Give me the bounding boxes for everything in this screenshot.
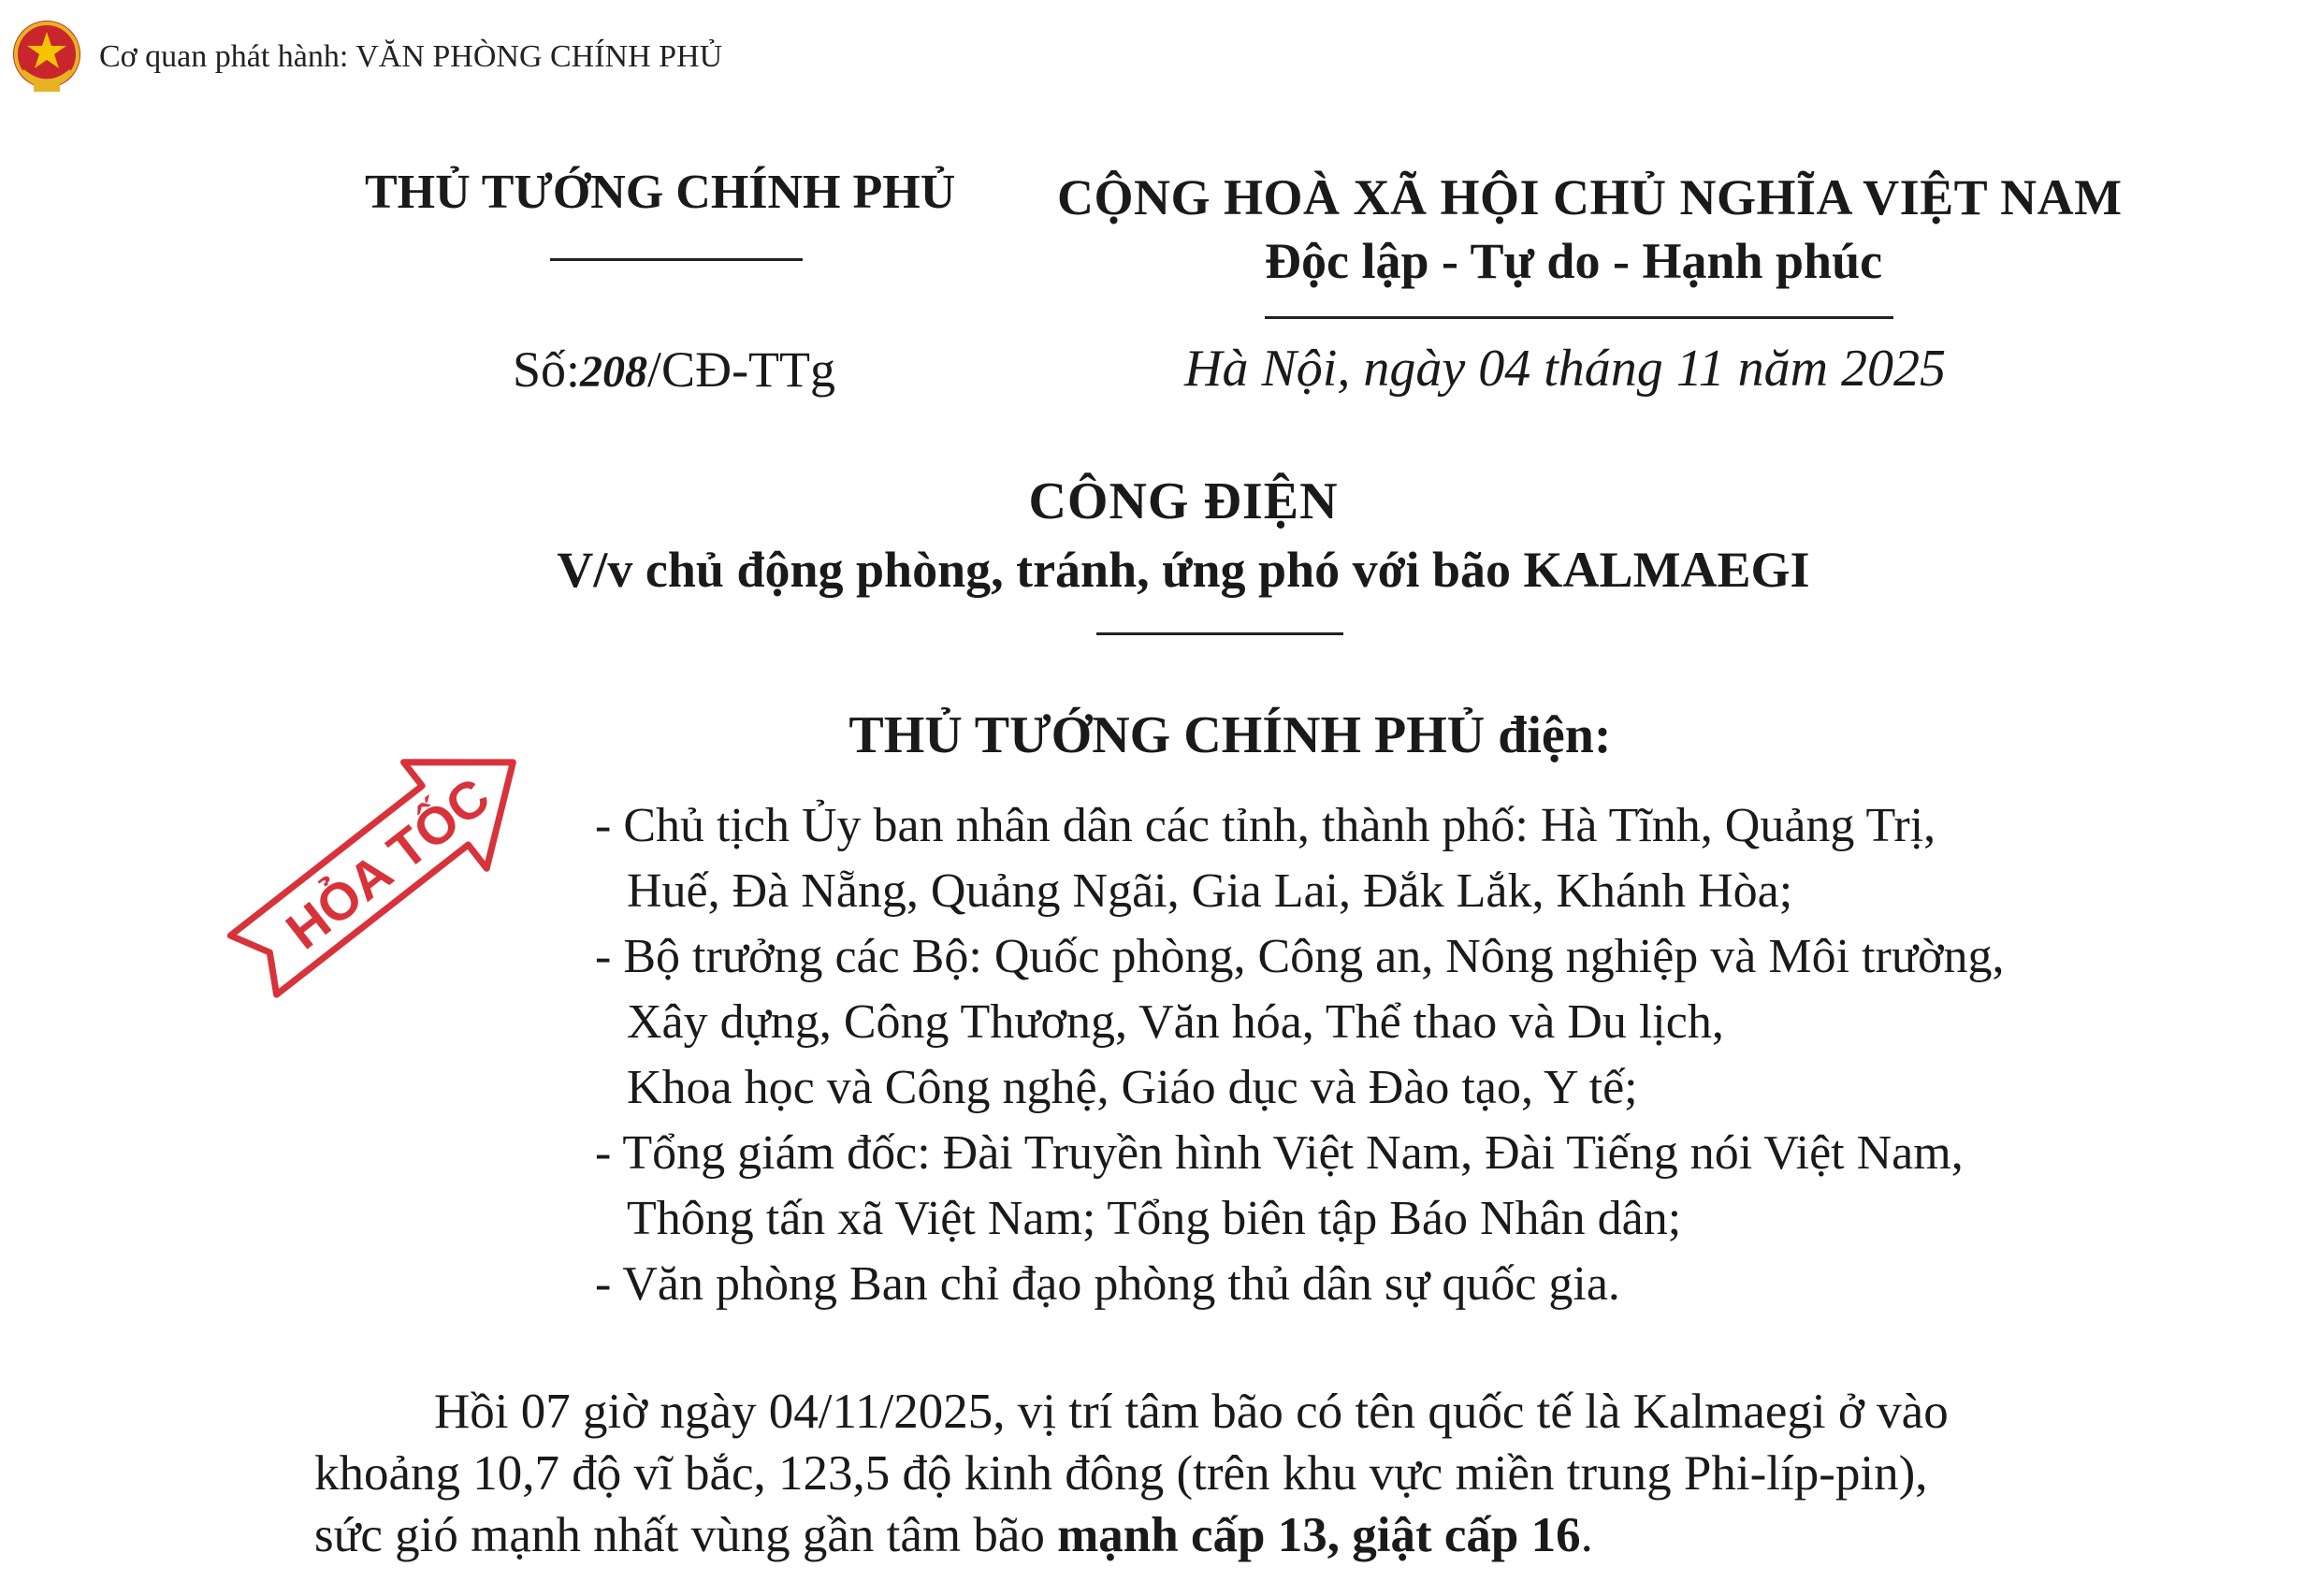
- motto-underline: [1265, 316, 1893, 319]
- place-and-date: Hà Nội, ngày 04 tháng 11 năm 2025: [1184, 340, 1947, 398]
- recipient-line: - Văn phòng Ban chỉ đạo phòng thủ dân sự quốc gia.: [595, 1257, 1620, 1311]
- recipient-line: - Bộ trưởng các Bộ: Quốc phòng, Công an, Nông nghiệp và Môi trường,: [595, 930, 2005, 983]
- recipient-line: Khoa học và Công nghệ, Giáo dục và Đào tạo, Y tế;: [627, 1061, 1638, 1114]
- issuing-agency: THỦ TƯỚNG CHÍNH PHỦ: [365, 166, 956, 219]
- recipient-line: Thông tấn xã Việt Nam; Tổng biên tập Báo Nhân dân;: [627, 1192, 1682, 1245]
- body-line: khoảng 10,7 độ vĩ bắc, 123,5 độ kinh đông (trên khu vực miền trung Phi-líp-pin),: [314, 1446, 1928, 1501]
- document-number: [513, 341, 835, 399]
- country-name: CỘNG HOÀ XÃ HỘI CHỦ NGHĨA VIỆT NAM: [1057, 169, 2123, 225]
- national-motto: Độc lập - Tự do - Hạnh phúc: [1265, 233, 1883, 289]
- recipient-line: Xây dựng, Công Thương, Văn hóa, Thể thao và Du lịch,: [627, 995, 1724, 1049]
- document-number-suffix: /CĐ-TTg: [647, 341, 836, 398]
- urgent-stamp: [183, 711, 567, 1010]
- document-subject: V/v chủ động phòng, tránh, ứng phó với bão KALMAEGI: [557, 542, 1810, 598]
- body-line: [314, 1504, 2092, 1566]
- body-emphasis: mạnh cấp 13, giật cấp 16: [1057, 1508, 1581, 1562]
- document-number-value: 208: [580, 347, 648, 397]
- body-line: Hồi 07 giờ ngày 04/11/2025, vị trí tâm bão có tên quốc tế là Kalmaegi ở vào: [434, 1385, 1949, 1439]
- recipient-line: Huế, Đà Nẵng, Quảng Ngãi, Gia Lai, Đắk Lắk, Khánh Hòa;: [627, 864, 1793, 918]
- addressing-line: THỦ TƯỚNG CHÍNH PHỦ điện:: [848, 706, 1612, 764]
- body-text: sức gió mạnh nhất vùng gần tâm bão: [314, 1508, 1058, 1562]
- subject-underline: [1096, 632, 1343, 635]
- body-paragraph: [314, 1381, 2092, 1566]
- issuer-label: Cơ quan phát hành: VĂN PHÒNG CHÍNH PHỦ: [99, 39, 723, 74]
- document-type-title: CÔNG ĐIỆN: [1028, 472, 1339, 530]
- recipient-line: - Tổng giám đốc: Đài Truyền hình Việt Nam, Đài Tiếng nói Việt Nam,: [595, 1126, 1964, 1180]
- national-emblem-icon: [9, 15, 84, 99]
- body-text: .: [1580, 1508, 1593, 1562]
- document-number-prefix: Số:: [513, 341, 581, 398]
- recipient-line: - Chủ tịch Ủy ban nhân dân các tỉnh, thành phố: Hà Tĩnh, Quảng Trị,: [595, 799, 1936, 852]
- agency-underline: [550, 258, 803, 261]
- urgent-stamp-text: HỎA TỐC: [275, 766, 500, 961]
- recipients-list: [595, 793, 2005, 1317]
